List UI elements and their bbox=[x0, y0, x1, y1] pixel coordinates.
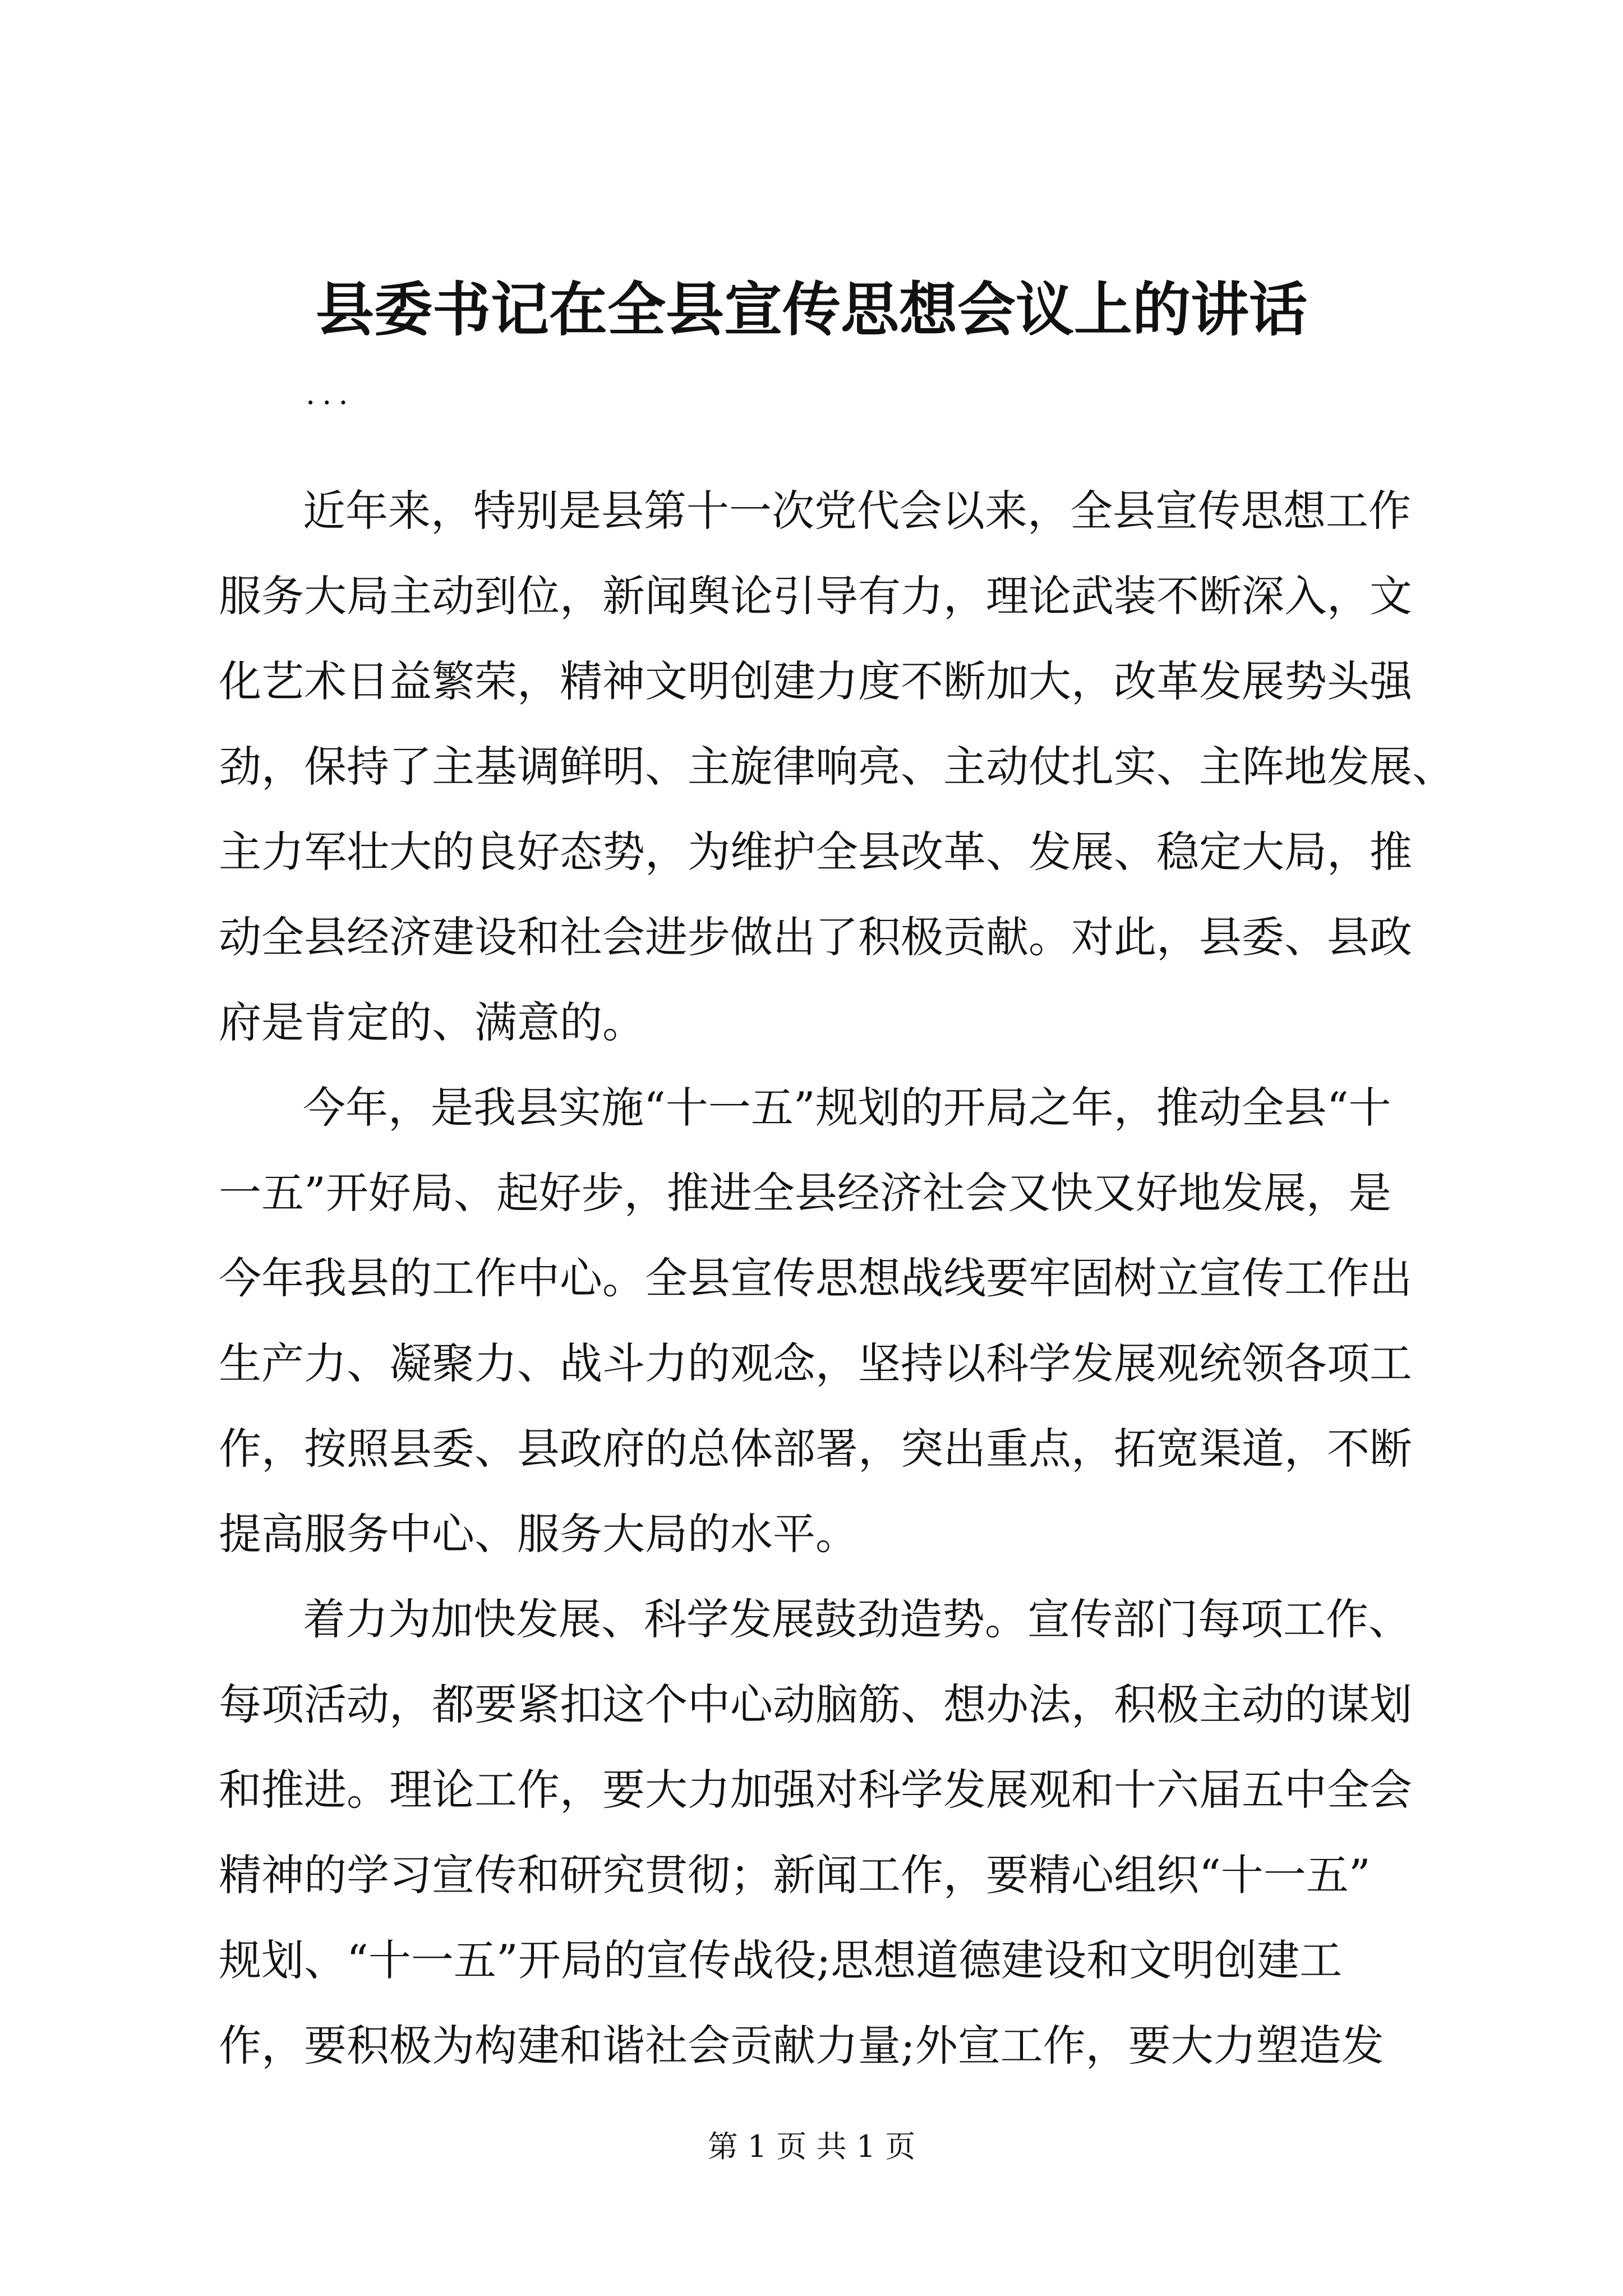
paragraph-1-line-4: 劲，保持了主基调鲜明、主旋律响亮、主动仗扎实、主阵地发展、 bbox=[219, 742, 1455, 792]
paragraph-3-line-2: 每项活动，都要紧扣这个中心动脑筋、想办法，积极主动的谋划 bbox=[219, 1680, 1412, 1729]
paragraph-3-line-1: 着力为加快发展、科学发展鼓劲造势。宣传部门每项工作、 bbox=[303, 1594, 1411, 1644]
paragraph-2-line-1: 今年，是我县实施“十一五”规划的开局之年，推动全县“十 bbox=[303, 1083, 1391, 1133]
paragraph-1 bbox=[219, 468, 1455, 1065]
paragraph-2-line-5: 作，按照县委、县政府的总体部署，突出重点，拓宽渠道，不断 bbox=[219, 1424, 1412, 1474]
paragraph-2-line-2: 一五”开好局、起好步，推进全县经济社会又快又好地发展，是 bbox=[219, 1168, 1391, 1218]
paragraph-1-line-7: 府是肯定的、满意的。 bbox=[219, 997, 645, 1047]
paragraph-2-line-3: 今年我县的工作中心。全县宣传思想战线要牢固树立宣传工作出 bbox=[219, 1253, 1412, 1303]
paragraph-3-line-4: 精神的学习宣传和研究贯彻；新闻工作，要精心组织“十一五” bbox=[219, 1850, 1371, 1900]
paragraph-3-line-6: 作，要积极为构建和谐社会贡献力量;外宣工作，要大力塑造发 bbox=[219, 2021, 1384, 2070]
paragraph-3-line-5: 规划、“十一五”开局的宣传战役;思想道德建设和文明创建工 bbox=[219, 1935, 1343, 1985]
paragraph-3-line-3: 和推进。理论工作，要大力加强对科学发展观和十六届五中全会 bbox=[219, 1765, 1412, 1815]
paragraph-1-line-1: 近年来，特别是县第十一次党代会以来，全县宣传思想工作 bbox=[303, 486, 1411, 536]
document-body bbox=[219, 468, 1455, 2088]
ellipsis-text: ... bbox=[306, 376, 355, 411]
paragraph-1-line-3: 化艺术日益繁荣，精神文明创建力度不断加大，改革发展势头强 bbox=[219, 656, 1412, 706]
paragraph-1-line-6: 动全县经济建设和社会进步做出了积极贡献。对此，县委、县政 bbox=[219, 912, 1412, 962]
page-footer: 第 1 页 共 1 页 bbox=[707, 2129, 916, 2164]
paragraph-1-line-5: 主力军壮大的良好态势，为维护全县改革、发展、稳定大局，推 bbox=[219, 827, 1412, 877]
paragraph-3 bbox=[219, 1577, 1413, 2088]
paragraph-2 bbox=[219, 1065, 1413, 1577]
document-title: 县委书记在全县宣传思想会议上的讲话 bbox=[315, 275, 1307, 344]
paragraph-2-line-6: 提高服务中心、服务大局的水平。 bbox=[219, 1509, 858, 1559]
paragraph-1-line-2: 服务大局主动到位，新闻舆论引导有力，理论武装不断深入，文 bbox=[219, 571, 1412, 621]
paragraph-2-line-4: 生产力、凝聚力、战斗力的观念，坚持以科学发展观统领各项工 bbox=[219, 1338, 1412, 1388]
